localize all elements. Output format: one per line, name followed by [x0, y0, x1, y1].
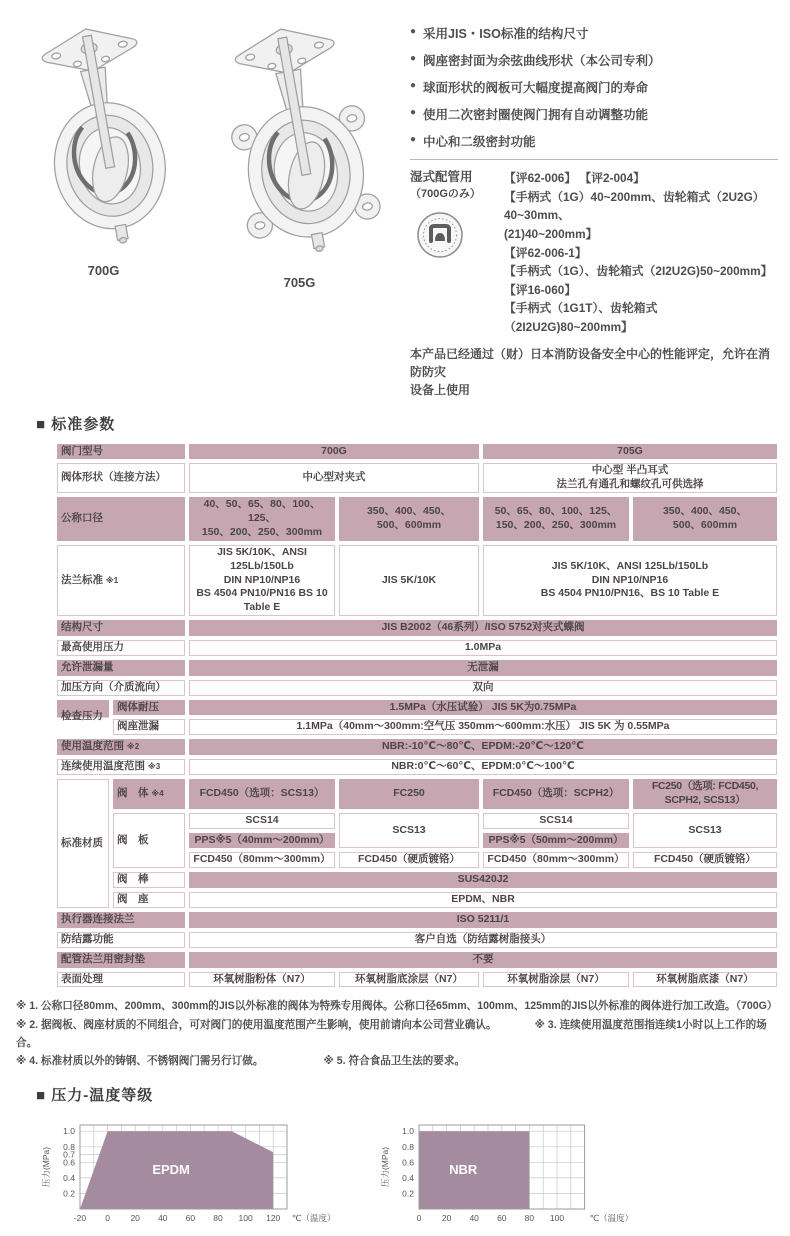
cell-sublabel: 阀 棒 [111, 870, 187, 890]
cell-line: JIS 5K/10K、ANSI 125Lb/150Lb [551, 559, 709, 572]
feature-list [410, 24, 778, 150]
cell-material: PPS※5（50mm～200mm） [481, 831, 631, 851]
cell-bore-1 [187, 495, 337, 543]
feature-item [410, 78, 778, 96]
cell-value: 1.1MPa（40mm～300mm:空气压 350mm～600mm:水压） JIS 5K 为 0.55MPa [187, 717, 779, 737]
cell-value: 1.0MPa [187, 638, 779, 658]
label-text: 阀 体 [117, 786, 149, 799]
cell-line: 350、400、450、 [366, 505, 452, 518]
svg-text:0: 0 [105, 1213, 110, 1224]
cell-flange-2: JIS 5K/10K [337, 543, 481, 618]
cell-line: 500、600mm [376, 518, 442, 531]
svg-text:0.7: 0.7 [63, 1149, 75, 1160]
cell-material: FCD450（选项：SCS13） [187, 777, 337, 811]
valve-caption-705g: 705G [283, 275, 316, 290]
cell-label [55, 757, 187, 777]
valve-drawing-705g [206, 16, 394, 399]
cell-label: 执行器连接法兰 [55, 910, 187, 930]
cell-label: 防结露功能 [55, 930, 187, 950]
wet-pipe-sublabel: （700Gのみ） [410, 188, 481, 201]
wet-pipe-label-col [410, 169, 498, 337]
cell-sublabel: 阀座泄漏 [111, 717, 187, 737]
cell-material: FCD450（80mm～300mm） [481, 850, 631, 870]
cell-label: 最高使用压力 [55, 638, 187, 658]
feature-text: 球面形状的阀板可大幅度提高阀门的寿命 [423, 81, 649, 95]
cell-label: 阀门型号 [55, 442, 187, 462]
standard-parameters-heading: ■ 标准参数 [36, 415, 116, 433]
feature-item [410, 132, 778, 150]
svg-text:0.2: 0.2 [402, 1188, 414, 1199]
valve-drawings [8, 10, 400, 399]
cell-line: 150、200、250、300mm [201, 525, 323, 538]
cert-line: 【手柄式（1G1T）、齿轮箱式（2I2U2G)80~200mm】 [504, 301, 658, 334]
cell-sublabel: 阀体耐压 [111, 698, 187, 718]
cell-value: 双向 [187, 678, 779, 698]
valve-drawing-700g [15, 16, 193, 399]
cell-material: FC250（选项: FCD450, SCPH2, SCS13） [631, 777, 779, 811]
cell-label: 配管法兰用密封垫 [55, 950, 187, 970]
chart-epdm [38, 1113, 349, 1236]
svg-text:℃（温度）: ℃（温度） [292, 1213, 336, 1224]
row-structure-dims [55, 618, 779, 638]
feature-item [410, 51, 778, 69]
cert-line: 【评62-006】 【评2-004】 [504, 171, 645, 185]
cell-label: 结构尺寸 [55, 618, 187, 638]
footnote-mark: ※3 [147, 762, 161, 772]
footnote-mark: ※2 [126, 742, 140, 752]
cell-label: 允许泄漏量 [55, 658, 187, 678]
row-flange-standard [55, 543, 779, 618]
cell-label: 加压方向（介质流向） [55, 678, 187, 698]
cell-line: BS 4504 PN10/PN16 BS 10 Table E [196, 587, 328, 614]
row-model [55, 442, 779, 462]
cell-material: PPS※5（40mm～200mm） [187, 831, 337, 851]
footnote-mark: ※4 [151, 788, 164, 798]
cell-shape-705g [481, 461, 779, 495]
pt-chart-svg [377, 1113, 647, 1231]
cell-bore-2 [337, 495, 481, 543]
bullet-icon: ● [410, 107, 417, 118]
svg-text:0.2: 0.2 [63, 1188, 75, 1199]
row-body-shape [55, 461, 779, 495]
valve-705g-illustration [206, 16, 394, 268]
cell-label-inspection: 检查压力 [55, 698, 111, 738]
cell-value: NBR:-10℃～80℃、EPDM:-20℃～120℃ [187, 737, 779, 757]
cell-line: 法兰孔有通孔和螺纹孔可供选择 [556, 478, 704, 491]
svg-text:NBR: NBR [449, 1162, 478, 1178]
footnote-3: ※ 3. 连续使用温度范围指连续1小时以上工作的场合。 [16, 1018, 767, 1049]
cell-surface: 环氧树脂涂层（N7） [481, 970, 631, 990]
footnote-line [16, 1052, 782, 1070]
cell-material: FCD450（80mm～300mm） [187, 850, 337, 870]
cell-model-700g: 700G [187, 442, 481, 462]
svg-text:80: 80 [524, 1213, 535, 1224]
cell-value: 不要 [187, 950, 779, 970]
features-and-certs [400, 10, 782, 399]
cell-material: SCS13 [631, 811, 779, 851]
svg-text:120: 120 [266, 1213, 281, 1224]
cell-line: 150、200、250、300mm [495, 518, 617, 531]
cert-line: 【手柄式（1G）、齿轮箱式（2I2U2G)50~200mm】 [504, 264, 773, 279]
pt-chart-svg [38, 1113, 349, 1231]
svg-text:0.8: 0.8 [402, 1142, 414, 1153]
feature-item [410, 105, 778, 123]
cell-flange-1 [187, 543, 337, 618]
spec-table [55, 442, 779, 990]
svg-text:60: 60 [185, 1213, 196, 1224]
cell-model-705g: 705G [481, 442, 779, 462]
label-text: 法兰标准 [61, 573, 103, 586]
svg-text:0.4: 0.4 [63, 1173, 75, 1184]
row-anti-dew [55, 930, 779, 950]
cell-line: 50、65、80、100、125、 [494, 505, 618, 518]
feature-item [410, 24, 778, 42]
svg-text:1.0: 1.0 [63, 1126, 75, 1137]
footnote-2: ※ 2. 据阀板、阀座材质的不同组合，可对阀门的使用温度范围产生影响，使用前请向本公司营业确认。 [16, 1018, 497, 1031]
cell-bore-3 [481, 495, 631, 543]
cell-label: 公称口径 [55, 495, 187, 543]
bullet-icon: ● [410, 53, 417, 64]
cell-label: 表面处理 [55, 970, 187, 990]
row-material-stem [55, 870, 779, 890]
svg-text:-20: -20 [73, 1213, 87, 1224]
fire-safety-certification-badge-icon [416, 211, 464, 259]
cell-line: BS 4504 PN10/PN16、BS 10 Table E [540, 587, 720, 600]
spec-table-wrap [55, 442, 782, 990]
cell-material: SCS14 [187, 811, 337, 831]
cert-line: 【评16-060】 [504, 282, 577, 297]
cell-line: DIN NP10/NP16 [223, 573, 301, 586]
svg-text:0: 0 [416, 1213, 422, 1224]
cell-material: FCD450（硬质镀铬） [631, 850, 779, 870]
cell-value: ISO 5211/1 [187, 910, 779, 930]
pt-charts [38, 1113, 782, 1236]
cell-value: 1.5MPa（水压试验） JIS 5K为0.75MPa [187, 698, 779, 718]
svg-text:压力(MPa): 压力(MPa) [41, 1147, 51, 1188]
row-temp-range [55, 737, 779, 757]
cell-line: JIS 5K/10K、ANSI 125Lb/150Lb [217, 545, 307, 572]
svg-text:压力(MPa): 压力(MPa) [380, 1147, 390, 1188]
bullet-icon: ● [410, 134, 417, 145]
footnote-line: ※ 1. 公称口径80mm、200mm、300mm的JIS以外标准的阀体为特殊专用阀体。公称口径65mm、100mm、125mm的JIS以外标准的阀体进行加工改造。（700G） [16, 1000, 778, 1013]
svg-text:0.6: 0.6 [402, 1157, 414, 1168]
feature-text: 使用二次密封圈使阀门拥有自动调整功能 [423, 108, 649, 122]
cell-label-materials: 标准材质 [55, 777, 111, 910]
certification-note-line: 本产品已经通过（财）日本消防设备安全中心的性能评定，允许在消防防灾 [410, 346, 771, 379]
cell-line: 350、400、450、 [662, 505, 748, 518]
cell-line: 500、600mm [672, 518, 738, 531]
cell-value: 无泄漏 [187, 658, 779, 678]
footnote-5: ※ 5. 符合食品卫生法的要求。 [323, 1055, 466, 1068]
cell-shape-700g: 中心型对夹式 [187, 461, 481, 495]
footnote-4: ※ 4. 标准材质以外的铸钢、不锈钢阀门需另行订做。 [16, 1055, 264, 1068]
divider [410, 159, 778, 160]
cell-value: EPDM、NBR [187, 890, 779, 910]
row-material-body [55, 777, 779, 811]
row-material-seat [55, 890, 779, 910]
svg-text:0.6: 0.6 [63, 1157, 75, 1168]
cell-material: FCD450（硬质镀铬） [337, 850, 481, 870]
footnote-line [16, 1016, 782, 1052]
row-inspection-body [55, 698, 779, 718]
cell-line: DIN NP10/NP16 [591, 573, 669, 586]
feature-text: 采用JIS・ISO标准的结构尺寸 [423, 27, 589, 41]
chart-nbr-mount [377, 1113, 647, 1236]
cell-value: SUS420J2 [187, 870, 779, 890]
cell-sublabel [111, 777, 187, 811]
row-bore [55, 495, 779, 543]
row-actuator-flange [55, 910, 779, 930]
svg-text:100: 100 [238, 1213, 253, 1224]
svg-text:100: 100 [549, 1213, 565, 1224]
chart-epdm-mount [38, 1113, 349, 1236]
certification-lines [504, 169, 778, 337]
cell-surface: 环氧树脂底漆（N7） [631, 970, 779, 990]
cert-line: 【手柄式（1G）40~200mm、齿轮箱式（2U2G）40~30mm、 [504, 189, 765, 223]
cell-sublabel: 阀 座 [111, 890, 187, 910]
certification-note-line: 设备上使用 [410, 382, 471, 397]
cert-line: 【评62-006-1】 [504, 245, 587, 260]
svg-text:20: 20 [441, 1213, 452, 1224]
row-surface-treatment [55, 970, 779, 990]
footnotes [16, 997, 782, 1070]
svg-text:40: 40 [469, 1213, 479, 1224]
cell-flange-705g [481, 543, 779, 618]
row-direction [55, 678, 779, 698]
label-text: 连续使用温度范围 [61, 760, 145, 773]
row-cont-temp-range [55, 757, 779, 777]
cell-material: SCS13 [337, 811, 481, 851]
cell-line: 中心型 半凸耳式 [591, 464, 669, 477]
feature-text: 中心和二级密封功能 [423, 135, 536, 149]
svg-text:1.0: 1.0 [402, 1126, 414, 1137]
bullet-icon: ● [410, 80, 417, 91]
pressure-temperature-heading: ■ 压力-温度等级 [36, 1087, 154, 1105]
cell-label [55, 737, 187, 757]
cell-material: SCS14 [481, 811, 631, 831]
cell-sublabel: 阀 板 [111, 811, 187, 871]
row-pipe-gasket [55, 950, 779, 970]
cell-material: FCD450（选项：SCPH2） [481, 777, 631, 811]
svg-text:40: 40 [158, 1213, 168, 1224]
top-section [8, 10, 782, 399]
svg-text:80: 80 [213, 1213, 223, 1224]
row-leakage [55, 658, 779, 678]
cell-label: 阀体形状（连接方法） [55, 461, 187, 495]
cell-value: NBR:0℃～60℃、EPDM:0℃～100℃ [187, 757, 779, 777]
valve-caption-700g: 700G [87, 263, 120, 278]
row-max-pressure [55, 638, 779, 658]
row-material-disc-1 [55, 811, 779, 831]
bullet-icon: ● [410, 26, 417, 37]
cell-surface: 环氧树脂底涂层（N7） [337, 970, 481, 990]
chart-nbr [377, 1113, 647, 1236]
cell-material: FC250 [337, 777, 481, 811]
cell-line: 40、50、65、80、100、125、 [203, 498, 321, 525]
svg-text:0.4: 0.4 [402, 1173, 414, 1184]
cell-value: 客户自选（防结露树脂接头） [187, 930, 779, 950]
row-inspection-seat [55, 717, 779, 737]
cell-bore-4 [631, 495, 779, 543]
cell-surface: 环氧树脂粉体（N7） [187, 970, 337, 990]
svg-text:EPDM: EPDM [152, 1162, 190, 1178]
svg-text:0.8: 0.8 [63, 1142, 75, 1153]
label-text: 使用温度范围 [61, 740, 124, 753]
cell-value: JIS B2002（46系列）/ISO 5752对夹式蝶阀 [187, 618, 779, 638]
wet-pipe-label: 湿式配管用 [410, 170, 473, 184]
svg-text:20: 20 [130, 1213, 140, 1224]
wet-pipe-section [410, 169, 778, 337]
svg-text:60: 60 [497, 1213, 507, 1224]
svg-text:℃（温度）: ℃（温度） [589, 1213, 634, 1224]
cell-label [55, 543, 187, 618]
footnote-mark: ※1 [105, 575, 119, 585]
certification-note [410, 345, 778, 399]
valve-700g-illustration [15, 16, 193, 256]
feature-text: 阀座密封面为余弦曲线形状（本公司专利） [423, 54, 661, 68]
cert-line: (21)40~200mm】 [504, 226, 598, 241]
